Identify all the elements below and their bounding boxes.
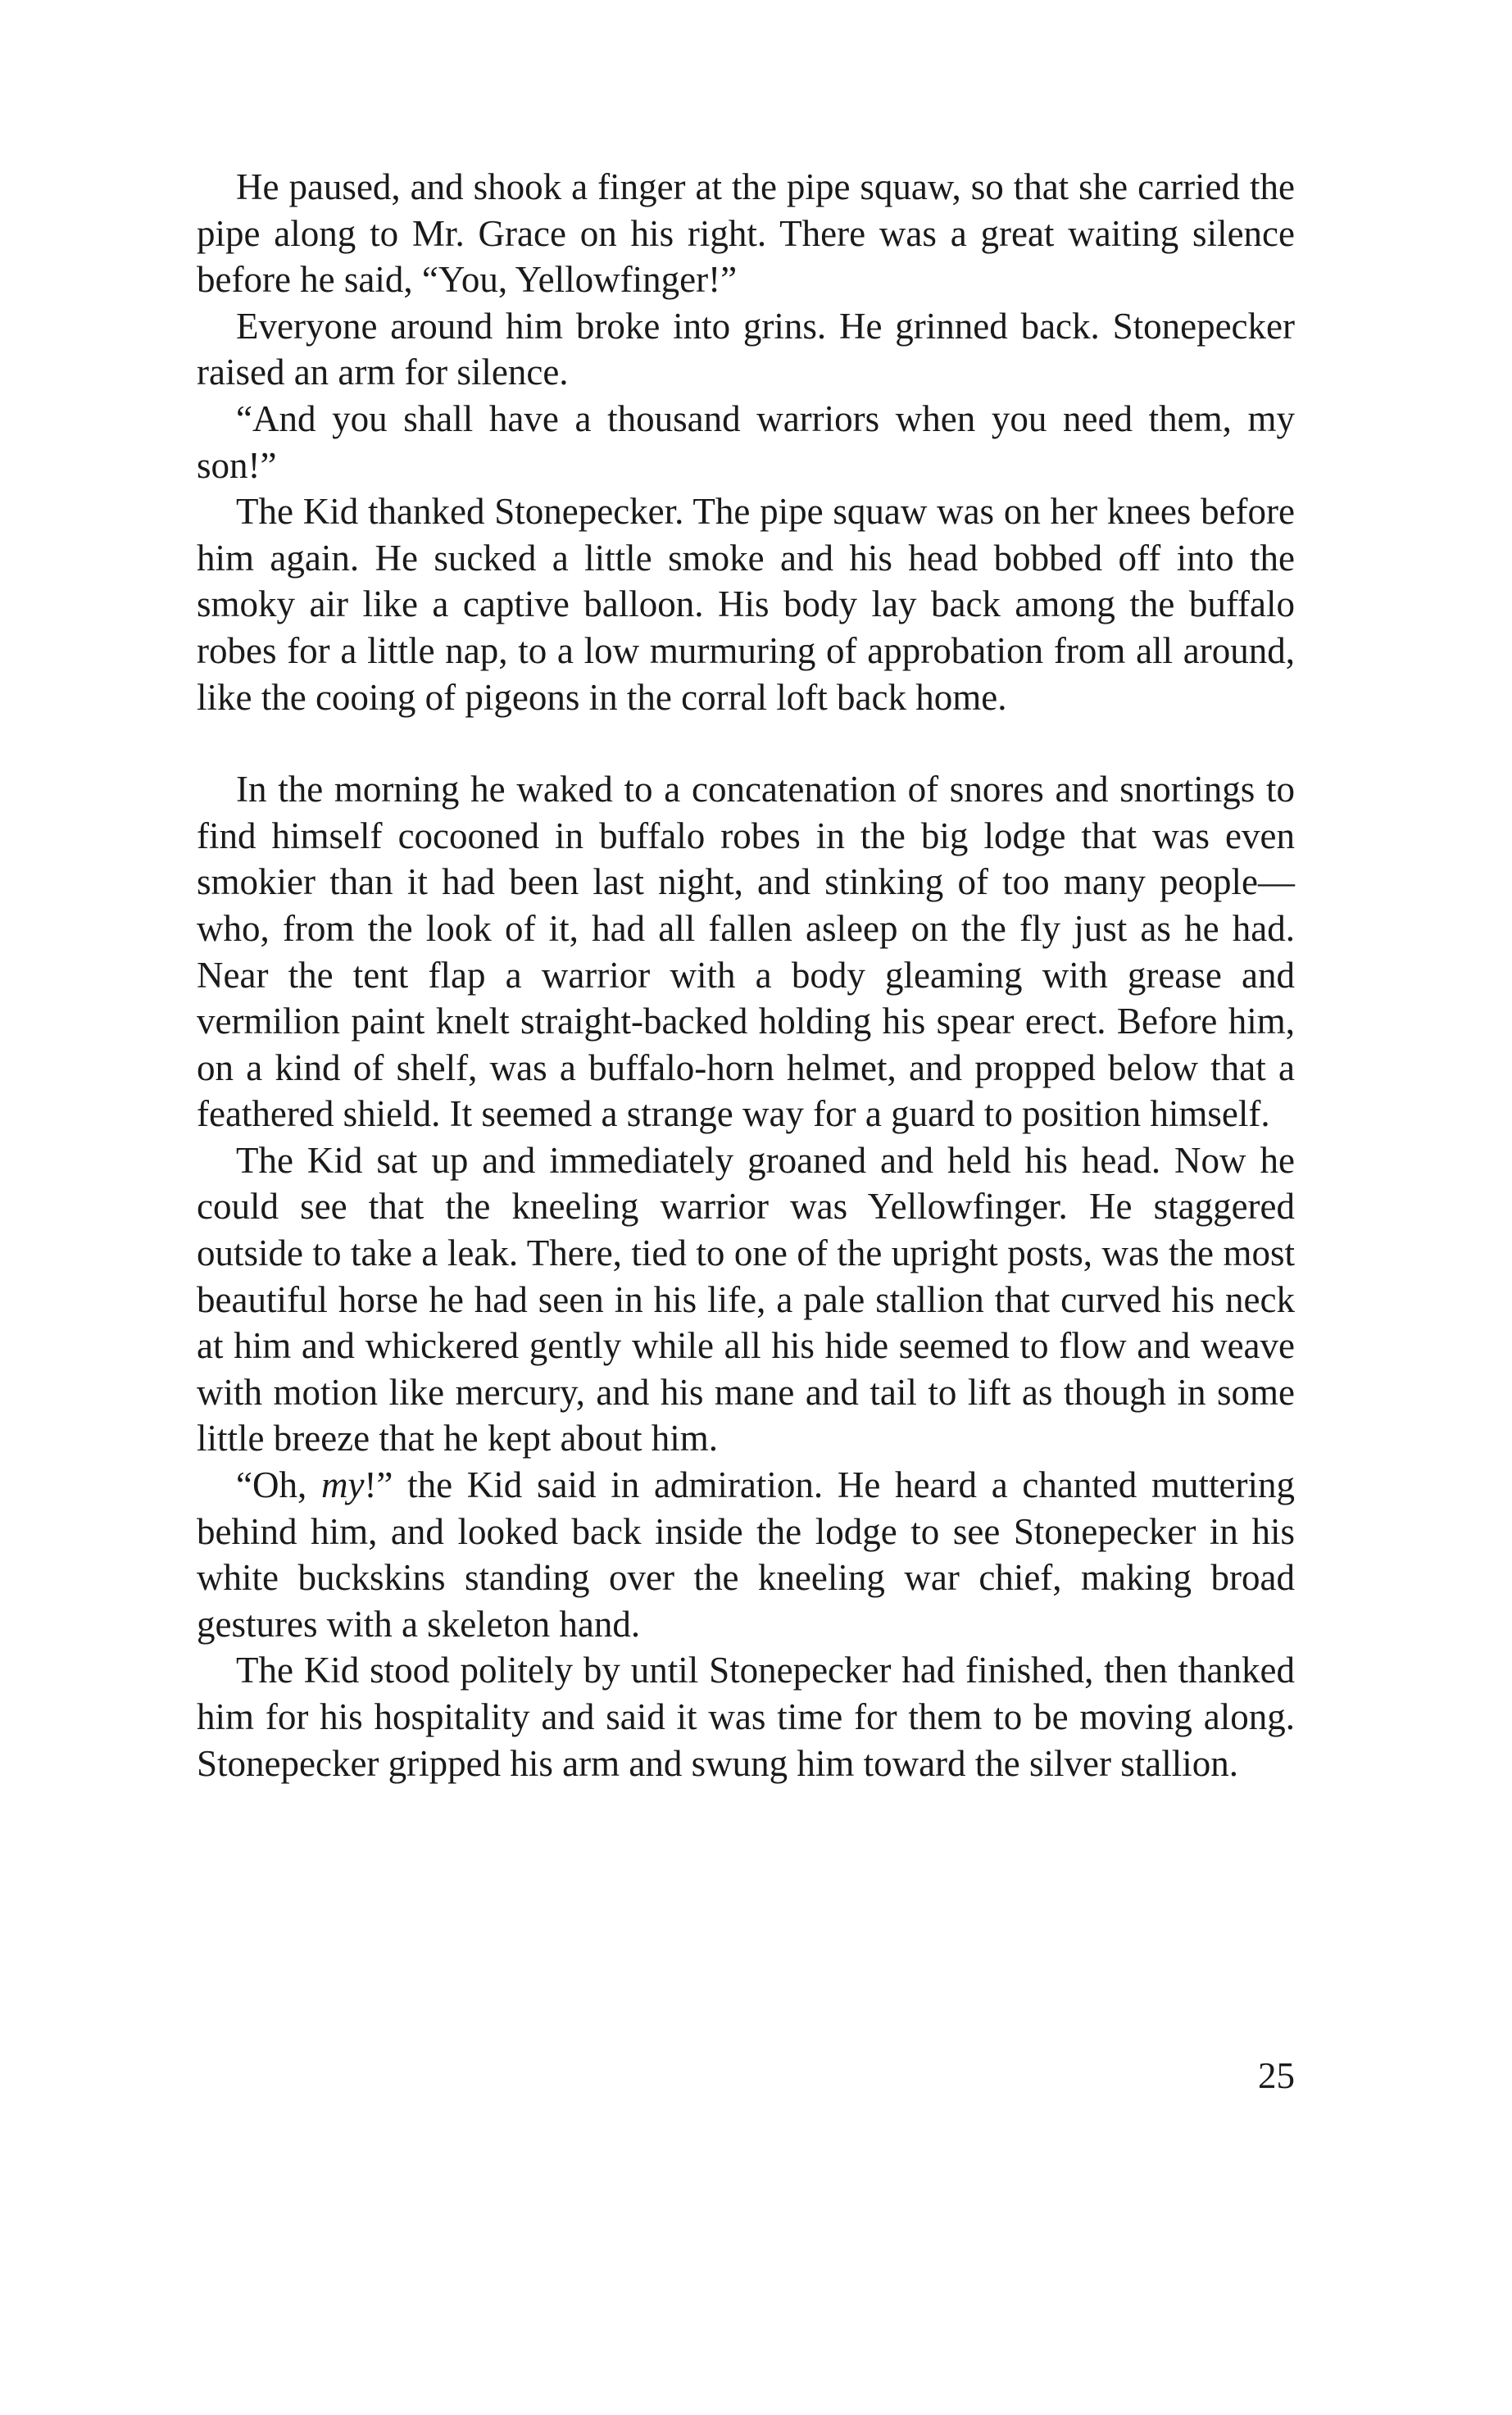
- paragraph: In the morning he waked to a concatenation of snores and snortings to find himself cocooned in buffalo robes in the big lodge that was even smokier than it had been last night, and stinking of too many people—who, from the look of it, had all fallen asleep on the fly just as he had. Near the tent flap a warrior with a body gleaming with grease and vermilion paint knelt straight-backed holding his spear erect. Before him, on a kind of shelf, was a buffalo-horn helmet, and propped below that a feathered shield. It seemed a strange way for a guard to position himself.: [197, 769, 1295, 1135]
- body-text: [197, 164, 1295, 1786]
- paragraph: He paused, and shook a finger at the pipe squaw, so that she carried the pipe along to Mr. Grace on his right. There was a great waiting silence before he said, “You, Yellowfinger!”: [197, 166, 1295, 301]
- paragraph: Everyone around him broke into grins. He grinned back. Stonepecker raised an arm for silence.: [197, 305, 1295, 393]
- paragraph: The Kid thanked Stonepecker. The pipe squaw was on her knees before him again. He sucked a little smoke and his head bobbed off into the smoky air like a captive balloon. His body lay back among the buffalo robes for a little nap, to a low murmuring of approbation from all around, like the cooing of pigeons in the corral loft back home.: [197, 491, 1295, 718]
- paragraph: The Kid stood politely by until Stonepecker had finished, then thanked him for his hospitality and said it was time for them to be moving along. Stonepecker gripped his arm and swung him toward the silver stallion.: [197, 1650, 1295, 1784]
- paragraph: “And you shall have a thousand warriors when you need them, my son!”: [197, 397, 1295, 486]
- paragraph: The Kid sat up and immediately groaned and held his head. Now he could see that the kneeling warrior was Yellowfinger. He staggered outside to take a leak. There, tied to one of the upright posts, was the most beautiful horse he had seen in his life, a pale stallion that curved his neck at him and whickered gently while all his hide seemed to flow and weave with motion like mercury, and his mane and tail to lift as though in some little breeze that he kept about him.: [197, 1139, 1295, 1459]
- paragraph: “Oh, my!” the Kid said in admiration. He heard a chanted muttering behind him, and looked back inside the lodge to see Stonepecker in his white buckskins standing over the kneeling war chief, making broad gestures with a skeleton hand.: [197, 1464, 1295, 1645]
- page-number: 25: [1258, 2055, 1295, 2096]
- italic-emphasis: my: [320, 1464, 365, 1506]
